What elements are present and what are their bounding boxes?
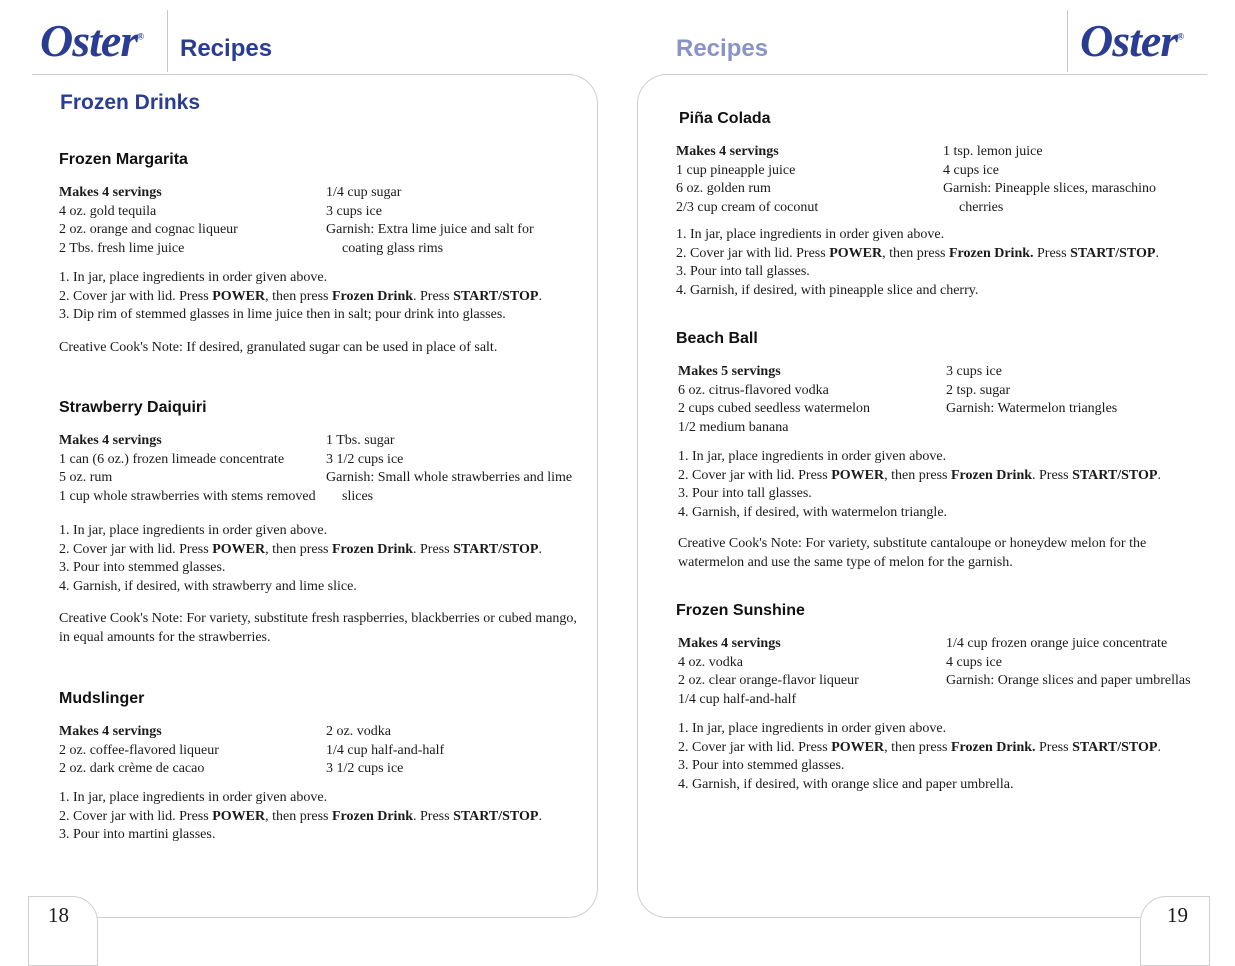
recipe-steps xyxy=(59,522,589,597)
ingredients-col-1 xyxy=(59,723,319,779)
ingredient: 1 cup whole strawberries with stems removed xyxy=(59,489,316,505)
ingredient: 1/4 cup half-and-half xyxy=(678,692,797,708)
ingredient: 4 cups ice xyxy=(943,162,999,178)
recipe-title: Mudslinger xyxy=(59,690,145,707)
ingredient: 6 oz. citrus-flavored vodka xyxy=(678,382,829,398)
garnish: Garnish: Orange slices and paper umbrellas xyxy=(946,673,1191,689)
ingredients-col-1 xyxy=(59,432,319,507)
ingredient: 2 oz. orange and cognac liqueur xyxy=(59,222,238,238)
ingredient: 4 oz. gold tequila xyxy=(59,203,157,219)
step-text: START/STOP xyxy=(1070,245,1156,261)
cooks-note: Creative Cook's Note: For variety, substitute cantaloupe or honeydew melon for the watermelon and use the same type of melon for the garnish. xyxy=(678,536,1147,570)
recipe-steps xyxy=(678,448,1208,523)
step-text: . xyxy=(538,288,542,304)
garnish: Garnish: Extra lime juice and salt for coating glass rims xyxy=(326,222,534,257)
ingredients-col-2 xyxy=(326,723,576,779)
step-text: 3. Pour into tall glasses. xyxy=(676,264,810,280)
step-text: Frozen Drink xyxy=(951,467,1033,483)
step xyxy=(59,306,589,325)
ingredient: 2 oz. dark crème de cacao xyxy=(59,761,205,777)
step-text: Frozen Drink xyxy=(332,541,414,557)
oster-logo-left xyxy=(40,15,143,66)
recipe-title: Frozen Margarita xyxy=(59,151,188,168)
ingredient: 5 oz. rum xyxy=(59,470,113,486)
servings: Makes 4 servings xyxy=(676,144,779,159)
step xyxy=(678,485,1208,504)
step xyxy=(59,826,589,845)
ingredients-col-1 xyxy=(59,184,319,259)
step xyxy=(59,789,589,808)
step-text: 2. Cover jar with lid. Press xyxy=(676,245,830,261)
ingredient: 1/2 medium banana xyxy=(678,420,789,436)
step-text: START/STOP xyxy=(1072,739,1158,755)
ingredient: 3 1/2 cups ice xyxy=(326,451,404,467)
ingredient: 2 cups cubed seedless watermelon xyxy=(678,401,871,417)
step xyxy=(678,739,1208,758)
step-text: Frozen Drink. xyxy=(949,245,1034,261)
step-text: POWER xyxy=(831,467,885,483)
step xyxy=(676,245,1206,264)
step-text: 1. In jar, place ingredients in order given above. xyxy=(676,227,945,242)
ingredient: 1 cup pineapple juice xyxy=(676,162,796,178)
recipe-steps xyxy=(59,789,589,845)
step xyxy=(676,226,1206,245)
header-divider-left xyxy=(167,10,168,72)
recipe-steps xyxy=(676,226,1206,301)
cooks-note: Creative Cook's Note: If desired, granulated sugar can be used in place of salt. xyxy=(59,340,498,355)
step-text: POWER xyxy=(831,739,885,755)
step-text: . Press xyxy=(413,288,454,304)
step-text: 4. Garnish, if desired, with orange slice and paper umbrella. xyxy=(678,777,1014,793)
step xyxy=(678,448,1208,467)
step-text: , then press xyxy=(265,288,332,304)
ingredient: 3 cups ice xyxy=(946,364,1002,379)
ingredient: 1/4 cup half-and-half xyxy=(326,742,445,758)
servings: Makes 5 servings xyxy=(678,364,781,379)
step-text: Frozen Drink xyxy=(332,808,414,824)
step-text: 2. Cover jar with lid. Press xyxy=(59,288,213,304)
step-text: START/STOP xyxy=(1072,467,1158,483)
servings: Makes 4 servings xyxy=(59,185,162,200)
ingredient: 2 oz. vodka xyxy=(326,724,391,739)
step xyxy=(678,467,1208,486)
recipe-title: Strawberry Daiquiri xyxy=(59,399,207,416)
step-text: 2. Cover jar with lid. Press xyxy=(678,739,832,755)
ingredient: 2/3 cup cream of coconut xyxy=(676,200,819,216)
step-text: . xyxy=(538,541,542,557)
garnish: Garnish: Watermelon triangles xyxy=(946,401,1118,417)
ingredients-col-1 xyxy=(676,143,936,218)
step-text: . xyxy=(1155,245,1159,261)
section-title: Frozen Drinks xyxy=(60,91,201,114)
step xyxy=(59,288,589,307)
step-text: 3. Dip rim of stemmed glasses in lime juice then in salt; pour drink into glasses. xyxy=(59,307,506,323)
cooks-note: Creative Cook's Note: For variety, substitute fresh raspberries, blackberries or cubed mango, in equal amounts for the strawberries. xyxy=(59,611,577,645)
page-number-left: 18 xyxy=(48,903,69,927)
ingredient: 2 tsp. sugar xyxy=(946,382,1011,398)
step xyxy=(59,541,589,560)
step xyxy=(59,578,589,597)
step-text: POWER xyxy=(829,245,883,261)
step-text: 3. Pour into stemmed glasses. xyxy=(59,560,226,576)
garnish: Garnish: Small whole strawberries and lime slices xyxy=(326,470,573,505)
step-text: 1. In jar, place ingredients in order given above. xyxy=(678,721,947,736)
ingredients-col-1 xyxy=(678,635,938,710)
recipe-title: Frozen Sunshine xyxy=(676,602,805,619)
servings: Makes 4 servings xyxy=(59,724,162,739)
ingredient: 2 Tbs. fresh lime juice xyxy=(59,241,185,257)
step-text: 1. In jar, place ingredients in order given above. xyxy=(59,790,328,805)
step xyxy=(678,504,1208,523)
step-text: 3. Pour into martini glasses. xyxy=(59,827,216,843)
step-text: 3. Pour into tall glasses. xyxy=(678,486,812,502)
ingredient: 3 1/2 cups ice xyxy=(326,761,404,777)
recipe-steps xyxy=(678,720,1208,795)
garnish: Garnish: Pineapple slices, maraschino cherries xyxy=(943,181,1157,216)
step-text: 2. Cover jar with lid. Press xyxy=(59,808,213,824)
registered-mark: ® xyxy=(1177,31,1183,42)
logo-text: Oster xyxy=(1080,15,1178,66)
recipe-title: Piña Colada xyxy=(679,110,771,127)
recipe-title: Beach Ball xyxy=(676,330,758,347)
step-text: 4. Garnish, if desired, with watermelon triangle. xyxy=(678,505,948,521)
servings: Makes 4 servings xyxy=(678,636,781,651)
step-text: 4. Garnish, if desired, with pineapple slice and cherry. xyxy=(676,283,979,299)
step xyxy=(678,757,1208,776)
step-text: START/STOP xyxy=(453,541,539,557)
step-text: 1. In jar, place ingredients in order given above. xyxy=(59,523,328,538)
step-text: 4. Garnish, if desired, with strawberry and lime slice. xyxy=(59,579,357,595)
step-text: 2. Cover jar with lid. Press xyxy=(59,541,213,557)
step xyxy=(678,720,1208,739)
step xyxy=(676,282,1206,301)
ingredient: 6 oz. golden rum xyxy=(676,181,771,197)
step xyxy=(59,522,589,541)
step-text: 1. In jar, place ingredients in order given above. xyxy=(678,449,947,464)
step-text: 3. Pour into stemmed glasses. xyxy=(678,758,845,774)
step-text: START/STOP xyxy=(453,288,539,304)
ingredient: 4 oz. vodka xyxy=(678,654,743,670)
page-header-left: Recipes xyxy=(180,35,273,62)
step xyxy=(59,808,589,827)
registered-mark: ® xyxy=(137,31,143,42)
step xyxy=(59,269,589,288)
step-text: , then press xyxy=(884,739,951,755)
page-number-right: 19 xyxy=(1167,903,1188,927)
step-text: Frozen Drink xyxy=(332,288,414,304)
step-text: , then press xyxy=(265,541,332,557)
step-text: 1. In jar, place ingredients in order given above. xyxy=(59,270,328,285)
step-text: , then press xyxy=(882,245,949,261)
step-text: . Press xyxy=(413,808,454,824)
step-text: . xyxy=(538,808,542,824)
step xyxy=(59,559,589,578)
ingredient: 1/4 cup sugar xyxy=(326,185,402,200)
logo-text: Oster xyxy=(40,15,138,66)
step-text: POWER xyxy=(212,288,266,304)
step-text: Frozen Drink. xyxy=(951,739,1036,755)
ingredients-col-2 xyxy=(946,635,1196,691)
step-text: START/STOP xyxy=(453,808,539,824)
ingredient: 1 Tbs. sugar xyxy=(326,433,395,448)
ingredient: 3 cups ice xyxy=(326,203,382,219)
step-text: 2. Cover jar with lid. Press xyxy=(678,467,832,483)
step xyxy=(676,263,1206,282)
page-header-right: Recipes xyxy=(676,35,769,62)
ingredient: 1/4 cup frozen orange juice concentrate xyxy=(946,636,1168,651)
step-text: Press xyxy=(1035,739,1073,755)
step-text: Press xyxy=(1033,245,1071,261)
ingredients-col-2 xyxy=(943,143,1183,218)
ingredient: 2 oz. clear orange-flavor liqueur xyxy=(678,673,859,689)
step xyxy=(678,776,1208,795)
step-text: POWER xyxy=(212,808,266,824)
step-text: . xyxy=(1157,739,1161,755)
ingredient: 4 cups ice xyxy=(946,654,1002,670)
ingredient: 2 oz. coffee-flavored liqueur xyxy=(59,742,219,758)
step-text: . xyxy=(1157,467,1161,483)
ingredient: 1 can (6 oz.) frozen limeade concentrate xyxy=(59,451,285,467)
recipe-steps xyxy=(59,269,589,325)
header-divider-right xyxy=(1067,10,1068,72)
step-text: , then press xyxy=(884,467,951,483)
step-text: . Press xyxy=(413,541,454,557)
ingredients-col-2 xyxy=(326,432,576,507)
ingredients-col-1 xyxy=(678,363,938,438)
servings: Makes 4 servings xyxy=(59,433,162,448)
ingredients-col-2 xyxy=(326,184,576,259)
ingredient: 1 tsp. lemon juice xyxy=(943,144,1043,159)
step-text: . Press xyxy=(1032,467,1073,483)
step-text: POWER xyxy=(212,541,266,557)
step-text: , then press xyxy=(265,808,332,824)
oster-logo-right xyxy=(1080,15,1183,66)
ingredients-col-2 xyxy=(946,363,1186,419)
